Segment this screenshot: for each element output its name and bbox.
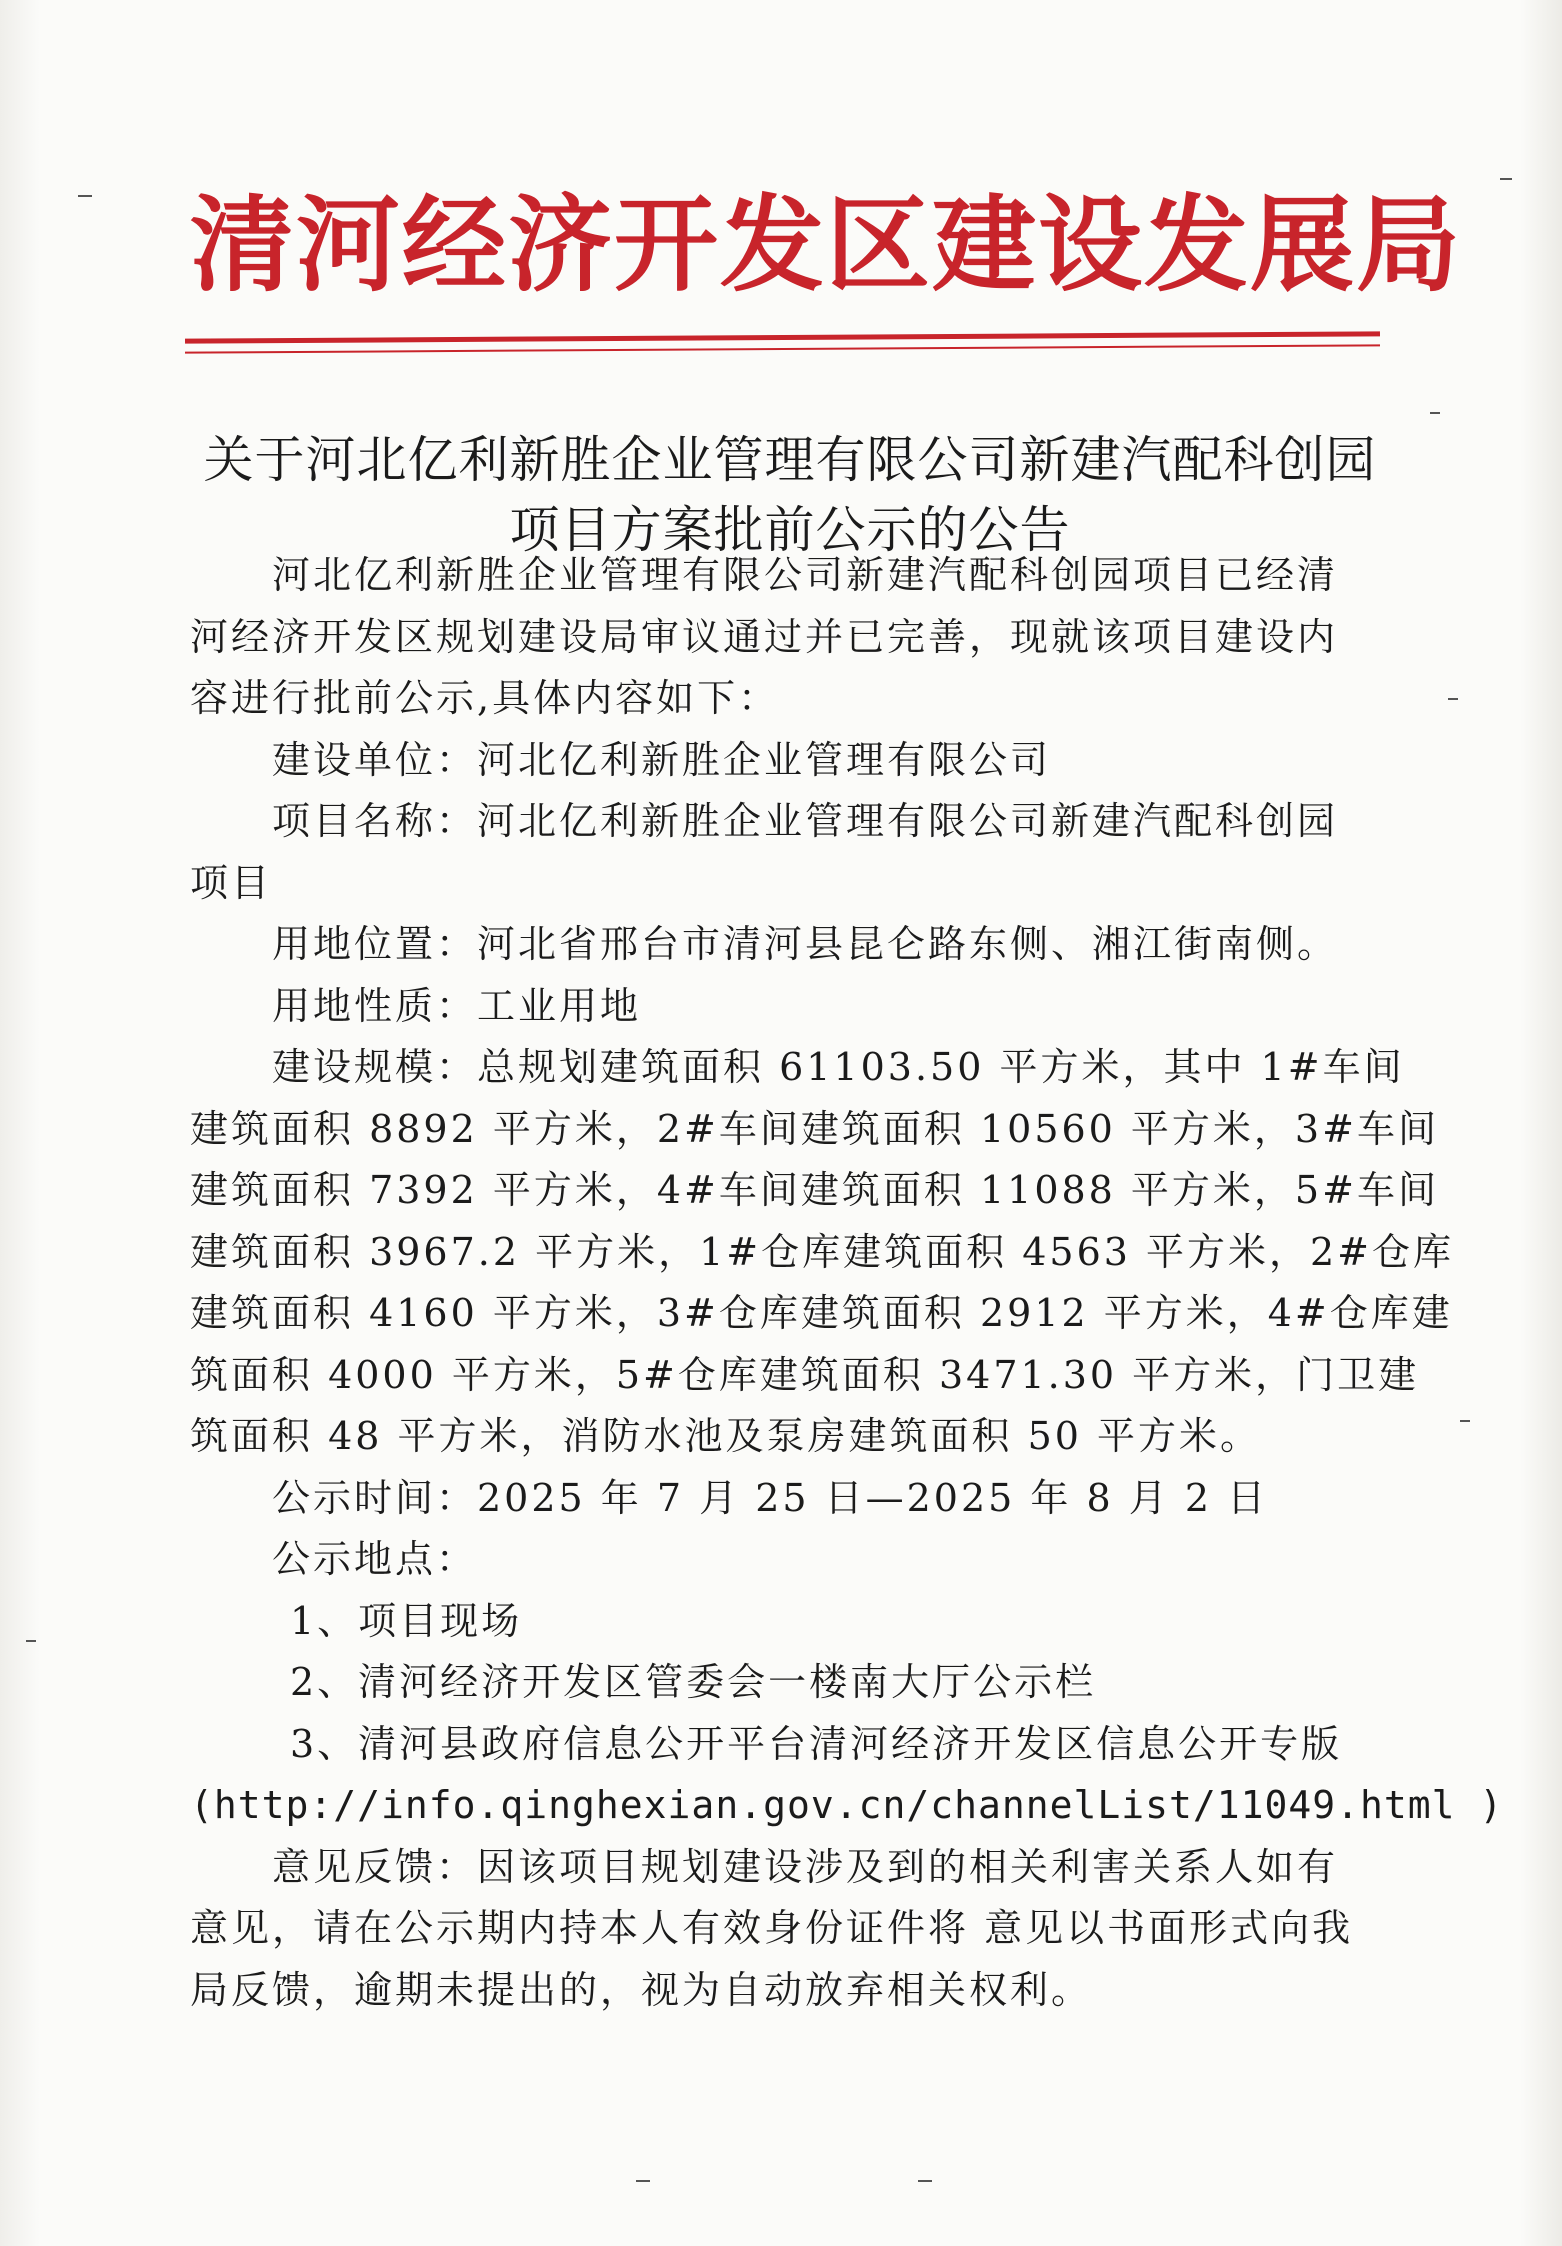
notice-title-line-1: 关于河北亿利新胜企业管理有限公司新建汽配科创园: [203, 431, 1377, 489]
scan-speck: [26, 1640, 36, 1642]
scale-line-3: 建筑面积 7392 平方米，4#车间建筑面积 11088 平方米，5#车间: [190, 1168, 1439, 1212]
notice-title-line-2: 项目方案批前公示的公告: [509, 501, 1071, 559]
land-location: 用地位置：河北省邢台市清河县昆仑路东侧、湘江街南侧。: [272, 922, 1339, 966]
publicity-places-label: 公示地点：: [272, 1537, 478, 1581]
project-name-line-2: 项目: [190, 860, 273, 905]
intro-line-3: 容进行批前公示,具体内容如下：: [190, 676, 780, 720]
notice-body: [190, 545, 1504, 2021]
publicity-place-2: 2、清河经济开发区管委会一楼南大厅公示栏: [290, 1660, 1097, 1704]
scale-line-7: 筑面积 48 平方米，消防水池及泵房建筑面积 50 平方米。: [190, 1414, 1262, 1458]
letterhead-title: 清河经济开发区建设发展局: [190, 183, 1463, 306]
scan-speck: [1460, 1420, 1470, 1422]
land-use-type: 用地性质：工业用地: [272, 983, 642, 1028]
scan-speck: [918, 2180, 932, 2182]
scan-speck: [636, 2180, 650, 2182]
scale-line-1: 建设规模：总规划建筑面积 61103.50 平方米，其中 1#车间: [272, 1045, 1405, 1089]
letterhead-red-rule-thin: [185, 344, 1380, 353]
construction-unit: 建设单位：河北亿利新胜企业管理有限公司: [272, 737, 1052, 782]
letterhead-red-rule: [185, 331, 1380, 343]
feedback-line-3: 局反馈，逾期未提出的，视为自动放弃相关权利。: [190, 1967, 1093, 2012]
publicity-place-3: 3、清河县政府信息公开平台清河经济开发区信息公开专版: [290, 1721, 1343, 1766]
intro-line-2: 河经济开发区规划建设局审议通过并已完善，现就该项目建设内: [190, 614, 1339, 659]
feedback-line-2: 意见，请在公示期内持本人有效身份证件将 意见以书面形式向我: [190, 1906, 1354, 1950]
scan-speck: [1430, 412, 1440, 414]
publicity-period: 公示时间：2025 年 7 月 25 日—2025 年 8 月 2 日: [272, 1475, 1269, 1520]
scan-speck: [1500, 178, 1512, 180]
publicity-url: (http://info.qinghexian.gov.cn/channelList/11049.html ): [190, 1783, 1504, 1827]
scale-line-4: 建筑面积 3967.2 平方米，1#仓库建筑面积 4563 平方米，2#仓库: [190, 1229, 1455, 1274]
publicity-place-1: 1、项目现场: [290, 1598, 523, 1643]
scale-line-2: 建筑面积 8892 平方米，2#车间建筑面积 10560 平方米，3#车间: [190, 1106, 1439, 1151]
scale-line-5: 建筑面积 4160 平方米，3#仓库建筑面积 2912 平方米，4#仓库建: [190, 1291, 1453, 1335]
scale-line-6: 筑面积 4000 平方米，5#仓库建筑面积 3471.30 平方米，门卫建: [190, 1352, 1420, 1397]
feedback-line-1: 意见反馈：因该项目规划建设涉及到的相关利害关系人如有: [272, 1844, 1339, 1889]
project-name-line-1: 项目名称：河北亿利新胜企业管理有限公司新建汽配科创园: [272, 799, 1339, 843]
scan-speck: [78, 195, 92, 197]
notice-title: [160, 425, 1420, 565]
scan-speck: [1448, 698, 1458, 700]
intro-line-1: 河北亿利新胜企业管理有限公司新建汽配科创园项目已经清: [272, 553, 1339, 597]
